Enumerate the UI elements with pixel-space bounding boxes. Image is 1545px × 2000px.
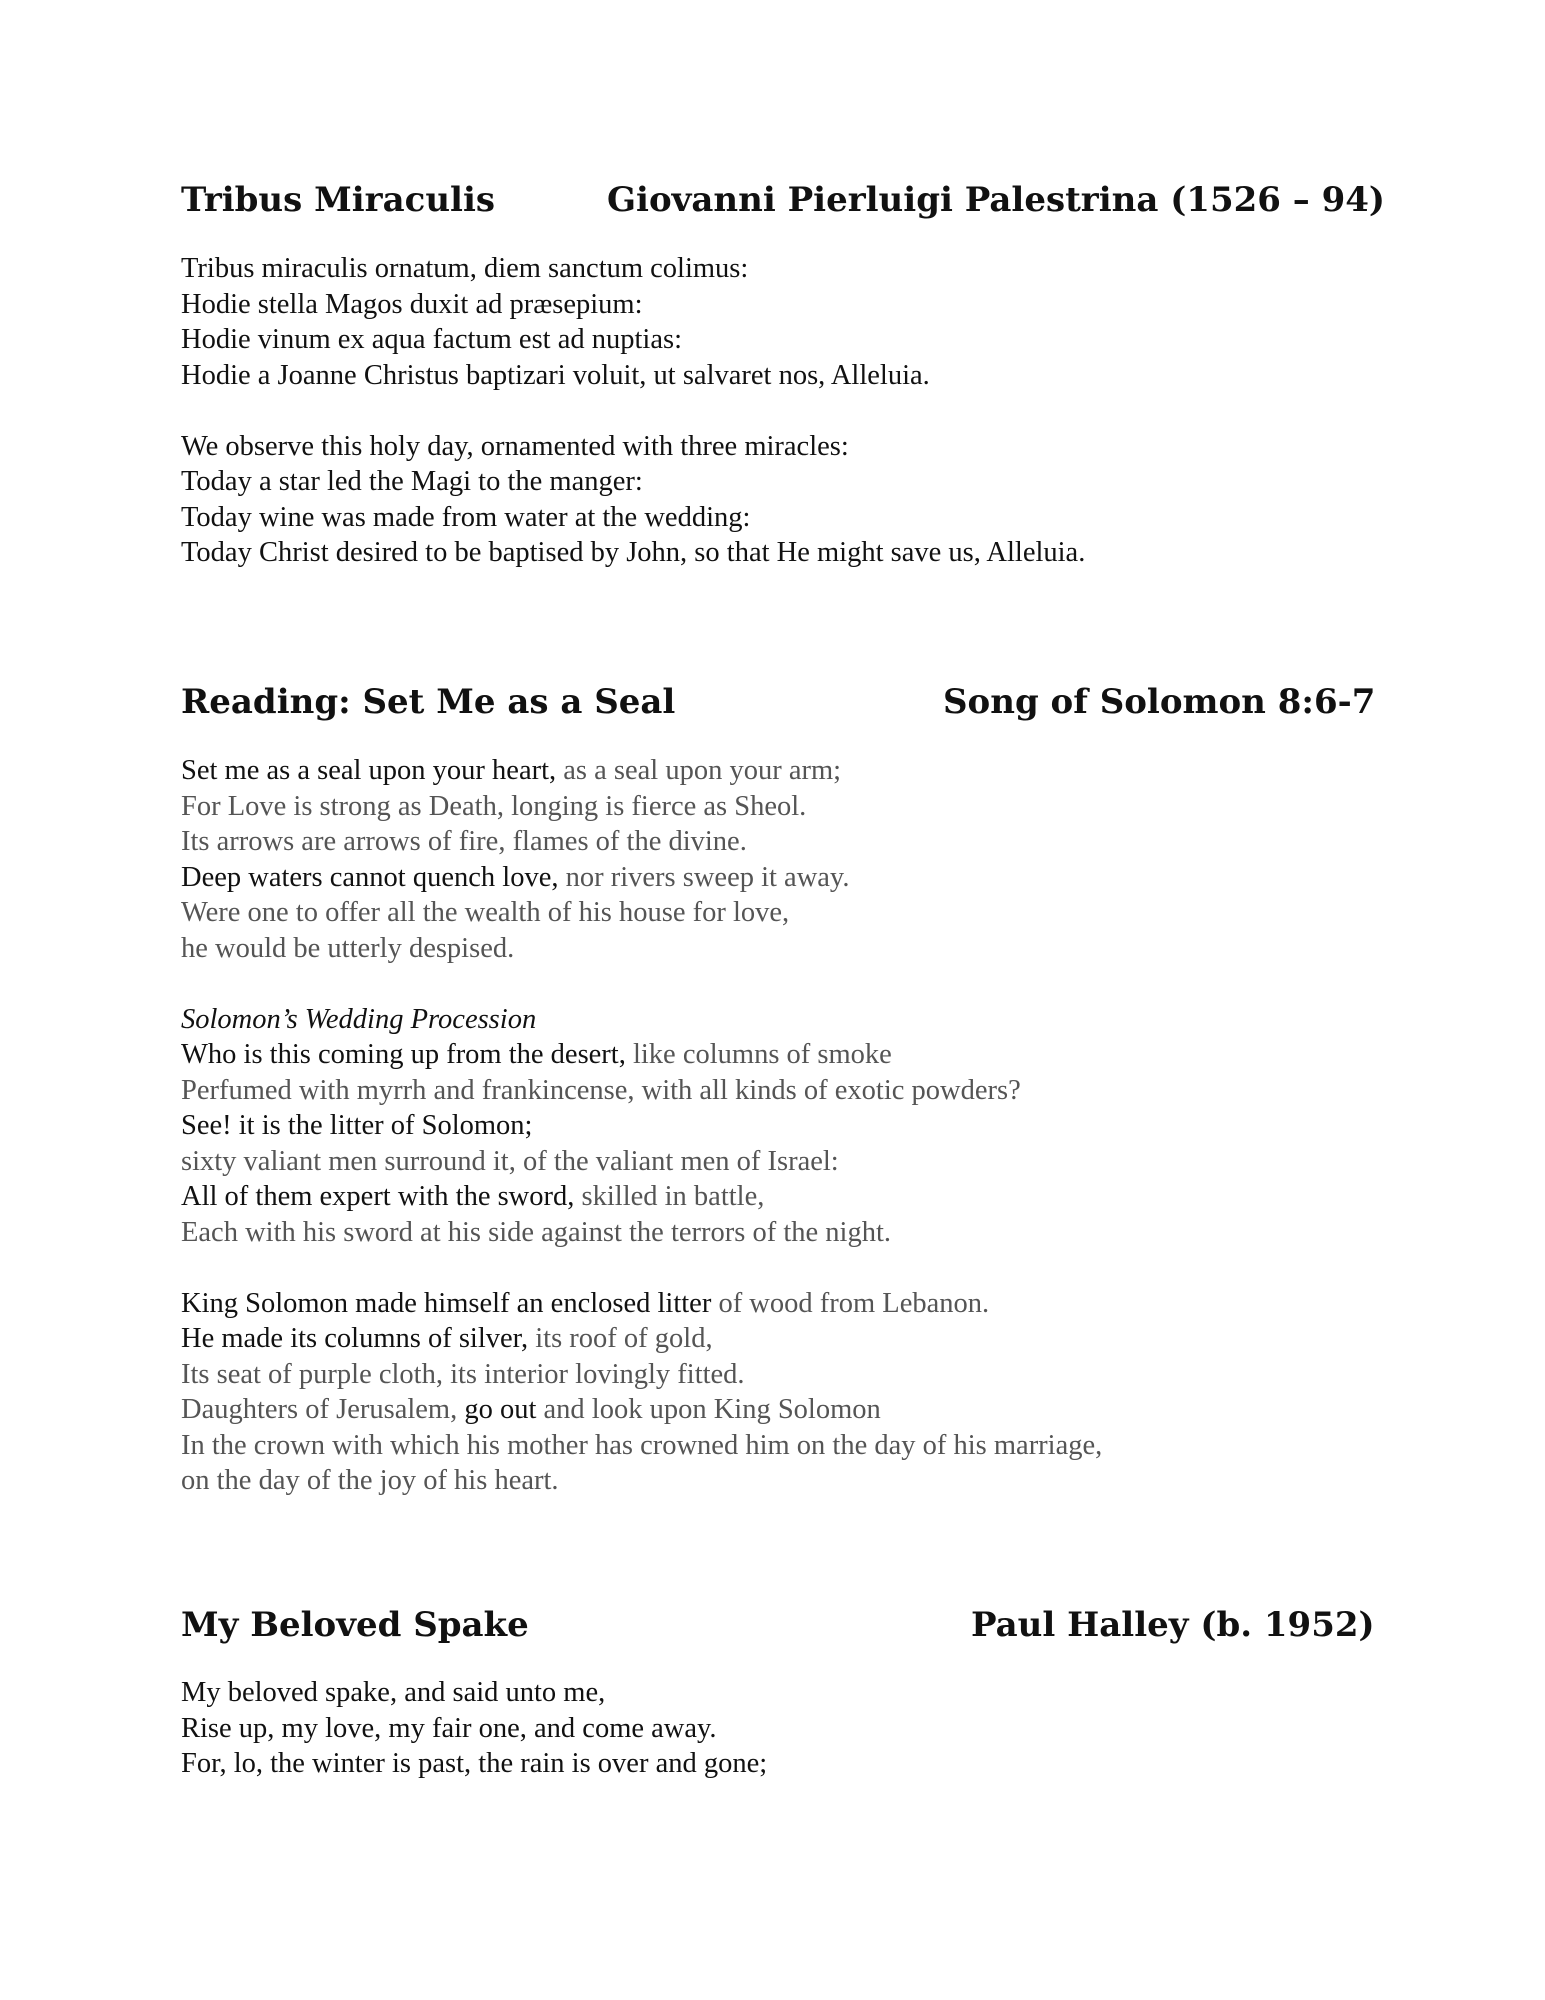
verse-line: Hodie stella Magos duxit ad præsepium: [181, 288, 643, 320]
verse-line: Its seat of purple cloth, its interior lovingly fitted. [181, 1358, 745, 1390]
verse-line: King Solomon made himself an enclosed litter of wood from Lebanon. [181, 1287, 990, 1319]
verse-line: Each with his sword at his side against the terrors of the night. [181, 1216, 891, 1248]
verse-line: Hodie vinum ex aqua factum est ad nuptias: [181, 324, 682, 355]
subheading: Solomon’s Wedding Procession [181, 1003, 537, 1035]
section-title: My Beloved Spake [181, 1605, 529, 1645]
verse-line: Tribus miraculis ornatum, diem sanctum colimus: [181, 253, 749, 284]
verse-line: Who is this coming up from the desert, like columns of smoke [181, 1039, 892, 1070]
latin-text [181, 251, 1381, 571]
section-title: Reading: Set Me as a Seal [181, 682, 676, 722]
verse-line: Were one to offer all the wealth of his house for love, [181, 897, 790, 928]
verse-line: See! it is the litter of Solomon; [181, 1110, 533, 1141]
section-heading-reading [181, 682, 1545, 722]
verse-line: All of them expert with the sword, skilled in battle, [181, 1181, 765, 1212]
verse-line: For Love is strong as Death, longing is fierce as Sheol. [181, 790, 807, 822]
verse-line: In the crown with which his mother has crowned him on the day of his marriage, [181, 1429, 1103, 1461]
verse-line: sixty valiant men surround it, of the valiant men of Israel: [181, 1145, 839, 1177]
verse-line: Hodie a Joanne Christus baptizari voluit, ut salvaret nos, Alleluia. [181, 359, 930, 391]
verse-line: he would be utterly despised. [181, 932, 515, 964]
verse-line: We observe this holy day, ornamented with three miracles: [181, 430, 849, 462]
verse-line: He made its columns of silver, its roof of gold, [181, 1323, 713, 1354]
reading-text [181, 753, 1381, 1499]
section-title: Tribus Miraculis [181, 180, 496, 220]
verse-line: Today a star led the Magi to the manger: [181, 466, 643, 497]
verse-line: For, lo, the winter is past, the rain is over and gone; [181, 1748, 768, 1779]
verse-line: My beloved spake, and said unto me, [181, 1677, 606, 1708]
section-heading-tribus [181, 180, 1545, 220]
verse-line: Rise up, my love, my fair one, and come away. [181, 1712, 717, 1744]
verse-line: Daughters of Jerusalem, go out and look upon King Solomon [181, 1394, 881, 1425]
verse-line: Today wine was made from water at the wedding: [181, 501, 751, 533]
section-composer: Giovanni Pierluigi Palestrina (1526 – 94) [607, 180, 1385, 220]
verse-line: Set me as a seal upon your heart, as a seal upon your arm; [181, 755, 842, 786]
beloved-text [181, 1675, 1381, 1782]
verse-line: on the day of the joy of his heart. [181, 1465, 559, 1496]
verse-line: Its arrows are arrows of fire, flames of the divine. [181, 826, 747, 857]
verse-line: Perfumed with myrrh and frankincense, with all kinds of exotic powders? [181, 1074, 1021, 1106]
section-composer: Paul Halley (b. 1952) [971, 1605, 1375, 1645]
section-source: Song of Solomon 8:6-7 [943, 682, 1376, 722]
verse-line: Today Christ desired to be baptised by John, so that He might save us, Alleluia. [181, 537, 1086, 568]
section-heading-beloved [181, 1605, 1545, 1645]
verse-line: Deep waters cannot quench love, nor rivers sweep it away. [181, 861, 850, 893]
